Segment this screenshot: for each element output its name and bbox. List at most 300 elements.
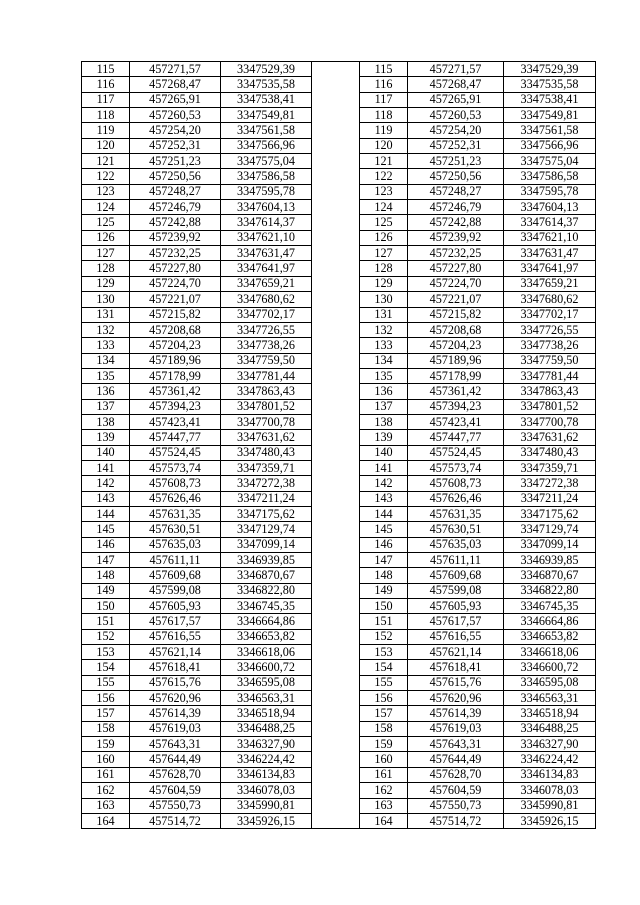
right-x-coordinate-cell: 457423,41 — [408, 414, 504, 429]
left-point-number-cell: 148 — [82, 568, 130, 583]
left-y-coordinate-cell: 3346224,42 — [221, 752, 312, 767]
right-x-coordinate-cell: 457604,59 — [408, 783, 504, 798]
left-x-coordinate-cell: 457239,92 — [130, 230, 221, 245]
left-point-number-cell: 145 — [82, 522, 130, 537]
right-y-coordinate-cell: 3347680,62 — [504, 292, 596, 307]
left-point-number-cell: 154 — [82, 660, 130, 675]
right-x-coordinate-cell: 457609,68 — [408, 568, 504, 583]
table-row — [82, 506, 596, 521]
right-point-number-cell: 130 — [360, 292, 408, 307]
right-y-coordinate-cell: 3346488,25 — [504, 721, 596, 736]
left-x-coordinate-cell: 457221,07 — [130, 292, 221, 307]
left-x-coordinate-cell: 457248,27 — [130, 184, 221, 199]
right-y-coordinate-cell: 3347702,17 — [504, 307, 596, 322]
empty-cell — [312, 752, 360, 767]
left-x-coordinate-cell: 457628,70 — [130, 767, 221, 782]
right-point-number-cell: 143 — [360, 491, 408, 506]
table-row — [82, 491, 596, 506]
right-x-coordinate-cell: 457524,45 — [408, 445, 504, 460]
left-x-coordinate-cell: 457423,41 — [130, 414, 221, 429]
left-point-number-cell: 126 — [82, 230, 130, 245]
table-row — [82, 414, 596, 429]
right-y-coordinate-cell: 3347700,78 — [504, 414, 596, 429]
left-point-number-cell: 127 — [82, 246, 130, 261]
left-y-coordinate-cell: 3347631,47 — [221, 246, 312, 261]
empty-cell — [312, 276, 360, 291]
right-y-coordinate-cell: 3347738,26 — [504, 338, 596, 353]
left-x-coordinate-cell: 457608,73 — [130, 476, 221, 491]
right-y-coordinate-cell: 3347621,10 — [504, 230, 596, 245]
right-y-coordinate-cell: 3346327,90 — [504, 737, 596, 752]
empty-cell — [312, 445, 360, 460]
right-y-coordinate-cell: 3347595,78 — [504, 184, 596, 199]
right-x-coordinate-cell: 457626,46 — [408, 491, 504, 506]
right-y-coordinate-cell: 3347641,97 — [504, 261, 596, 276]
left-point-number-cell: 149 — [82, 583, 130, 598]
left-y-coordinate-cell: 3347566,96 — [221, 138, 312, 153]
table-row — [82, 246, 596, 261]
right-y-coordinate-cell: 3347561,58 — [504, 123, 596, 138]
right-x-coordinate-cell: 457573,74 — [408, 460, 504, 475]
left-point-number-cell: 159 — [82, 737, 130, 752]
empty-cell — [312, 384, 360, 399]
table-row — [82, 338, 596, 353]
empty-cell — [312, 200, 360, 215]
left-x-coordinate-cell: 457615,76 — [130, 675, 221, 690]
right-point-number-cell: 127 — [360, 246, 408, 261]
right-point-number-cell: 126 — [360, 230, 408, 245]
right-y-coordinate-cell: 3346822,80 — [504, 583, 596, 598]
left-y-coordinate-cell: 3347641,97 — [221, 261, 312, 276]
empty-cell — [312, 368, 360, 383]
right-y-coordinate-cell: 3347549,81 — [504, 108, 596, 123]
right-x-coordinate-cell: 457361,42 — [408, 384, 504, 399]
table-row — [82, 599, 596, 614]
left-point-number-cell: 163 — [82, 798, 130, 813]
right-x-coordinate-cell: 457178,99 — [408, 368, 504, 383]
table-row — [82, 123, 596, 138]
right-point-number-cell: 115 — [360, 62, 408, 77]
right-x-coordinate-cell: 457189,96 — [408, 353, 504, 368]
table-row — [82, 108, 596, 123]
right-point-number-cell: 122 — [360, 169, 408, 184]
right-x-coordinate-cell: 457221,07 — [408, 292, 504, 307]
left-point-number-cell: 160 — [82, 752, 130, 767]
left-y-coordinate-cell: 3347129,74 — [221, 522, 312, 537]
right-y-coordinate-cell: 3346134,83 — [504, 767, 596, 782]
left-y-coordinate-cell: 3346595,08 — [221, 675, 312, 690]
right-point-number-cell: 160 — [360, 752, 408, 767]
left-point-number-cell: 158 — [82, 721, 130, 736]
left-x-coordinate-cell: 457619,03 — [130, 721, 221, 736]
left-point-number-cell: 130 — [82, 292, 130, 307]
empty-cell — [312, 399, 360, 414]
empty-cell — [312, 798, 360, 813]
left-x-coordinate-cell: 457514,72 — [130, 813, 221, 828]
empty-cell — [312, 184, 360, 199]
table-row — [82, 384, 596, 399]
left-point-number-cell: 156 — [82, 691, 130, 706]
right-y-coordinate-cell: 3346618,06 — [504, 645, 596, 660]
right-y-coordinate-cell: 3346939,85 — [504, 553, 596, 568]
right-x-coordinate-cell: 457644,49 — [408, 752, 504, 767]
right-y-coordinate-cell: 3347566,96 — [504, 138, 596, 153]
left-y-coordinate-cell: 3347480,43 — [221, 445, 312, 460]
left-y-coordinate-cell: 3347801,52 — [221, 399, 312, 414]
right-x-coordinate-cell: 457246,79 — [408, 200, 504, 215]
table-row — [82, 230, 596, 245]
right-x-coordinate-cell: 457215,82 — [408, 307, 504, 322]
empty-cell — [312, 568, 360, 583]
empty-cell — [312, 599, 360, 614]
right-x-coordinate-cell: 457630,51 — [408, 522, 504, 537]
right-x-coordinate-cell: 457271,57 — [408, 62, 504, 77]
table-row — [82, 568, 596, 583]
left-y-coordinate-cell: 3346618,06 — [221, 645, 312, 660]
empty-cell — [312, 353, 360, 368]
table-row — [82, 200, 596, 215]
empty-cell — [312, 706, 360, 721]
left-point-number-cell: 124 — [82, 200, 130, 215]
left-y-coordinate-cell: 3347781,44 — [221, 368, 312, 383]
left-point-number-cell: 134 — [82, 353, 130, 368]
table-row — [82, 261, 596, 276]
left-x-coordinate-cell: 457614,39 — [130, 706, 221, 721]
right-y-coordinate-cell: 3347359,71 — [504, 460, 596, 475]
empty-cell — [312, 553, 360, 568]
left-x-coordinate-cell: 457260,53 — [130, 108, 221, 123]
right-y-coordinate-cell: 3347759,50 — [504, 353, 596, 368]
table-row — [82, 614, 596, 629]
left-point-number-cell: 119 — [82, 123, 130, 138]
table-row — [82, 767, 596, 782]
right-point-number-cell: 133 — [360, 338, 408, 353]
left-x-coordinate-cell: 457232,25 — [130, 246, 221, 261]
left-point-number-cell: 157 — [82, 706, 130, 721]
left-y-coordinate-cell: 3347538,41 — [221, 92, 312, 107]
table-row — [82, 721, 596, 736]
right-x-coordinate-cell: 457248,27 — [408, 184, 504, 199]
empty-cell — [312, 691, 360, 706]
table-row — [82, 353, 596, 368]
empty-cell — [312, 506, 360, 521]
left-point-number-cell: 151 — [82, 614, 130, 629]
right-y-coordinate-cell: 3346745,35 — [504, 599, 596, 614]
left-point-number-cell: 121 — [82, 154, 130, 169]
right-x-coordinate-cell: 457611,11 — [408, 553, 504, 568]
left-x-coordinate-cell: 457611,11 — [130, 553, 221, 568]
left-y-coordinate-cell: 3346518,94 — [221, 706, 312, 721]
empty-cell — [312, 675, 360, 690]
right-x-coordinate-cell: 457550,73 — [408, 798, 504, 813]
table-row — [82, 583, 596, 598]
right-y-coordinate-cell: 3346078,03 — [504, 783, 596, 798]
left-point-number-cell: 115 — [82, 62, 130, 77]
empty-cell — [312, 629, 360, 644]
left-y-coordinate-cell: 3347680,62 — [221, 292, 312, 307]
empty-cell — [312, 261, 360, 276]
left-y-coordinate-cell: 3346870,67 — [221, 568, 312, 583]
left-y-coordinate-cell: 3346745,35 — [221, 599, 312, 614]
left-y-coordinate-cell: 3347549,81 — [221, 108, 312, 123]
left-point-number-cell: 144 — [82, 506, 130, 521]
left-y-coordinate-cell: 3346078,03 — [221, 783, 312, 798]
left-y-coordinate-cell: 3346653,82 — [221, 629, 312, 644]
left-point-number-cell: 155 — [82, 675, 130, 690]
empty-cell — [312, 123, 360, 138]
left-y-coordinate-cell: 3347211,24 — [221, 491, 312, 506]
left-x-coordinate-cell: 457242,88 — [130, 215, 221, 230]
right-y-coordinate-cell: 3346653,82 — [504, 629, 596, 644]
right-point-number-cell: 162 — [360, 783, 408, 798]
right-x-coordinate-cell: 457628,70 — [408, 767, 504, 782]
left-y-coordinate-cell: 3347359,71 — [221, 460, 312, 475]
table-row — [82, 184, 596, 199]
left-y-coordinate-cell: 3347575,04 — [221, 154, 312, 169]
table-row — [82, 460, 596, 475]
left-x-coordinate-cell: 457215,82 — [130, 307, 221, 322]
right-x-coordinate-cell: 457615,76 — [408, 675, 504, 690]
empty-cell — [312, 430, 360, 445]
right-point-number-cell: 117 — [360, 92, 408, 107]
empty-cell — [312, 614, 360, 629]
empty-cell — [312, 813, 360, 828]
table-row — [82, 445, 596, 460]
right-x-coordinate-cell: 457254,20 — [408, 123, 504, 138]
right-x-coordinate-cell: 457268,47 — [408, 77, 504, 92]
left-x-coordinate-cell: 457227,80 — [130, 261, 221, 276]
left-x-coordinate-cell: 457644,49 — [130, 752, 221, 767]
left-y-coordinate-cell: 3347099,14 — [221, 537, 312, 552]
right-x-coordinate-cell: 457608,73 — [408, 476, 504, 491]
right-point-number-cell: 144 — [360, 506, 408, 521]
left-point-number-cell: 116 — [82, 77, 130, 92]
table-row — [82, 322, 596, 337]
table-row — [82, 783, 596, 798]
right-x-coordinate-cell: 457599,08 — [408, 583, 504, 598]
table-row — [82, 522, 596, 537]
right-y-coordinate-cell: 3347631,47 — [504, 246, 596, 261]
left-y-coordinate-cell: 3346600,72 — [221, 660, 312, 675]
left-point-number-cell: 123 — [82, 184, 130, 199]
right-x-coordinate-cell: 457204,23 — [408, 338, 504, 353]
empty-cell — [312, 737, 360, 752]
right-y-coordinate-cell: 3346595,08 — [504, 675, 596, 690]
left-x-coordinate-cell: 457621,14 — [130, 645, 221, 660]
empty-cell — [312, 292, 360, 307]
right-x-coordinate-cell: 457447,77 — [408, 430, 504, 445]
empty-cell — [312, 660, 360, 675]
empty-cell — [312, 767, 360, 782]
left-x-coordinate-cell: 457251,23 — [130, 154, 221, 169]
left-x-coordinate-cell: 457618,41 — [130, 660, 221, 675]
table-row — [82, 276, 596, 291]
coordinate-table — [81, 61, 596, 829]
left-x-coordinate-cell: 457631,35 — [130, 506, 221, 521]
right-point-number-cell: 151 — [360, 614, 408, 629]
right-y-coordinate-cell: 3347631,62 — [504, 430, 596, 445]
left-point-number-cell: 142 — [82, 476, 130, 491]
empty-cell — [312, 522, 360, 537]
right-y-coordinate-cell: 3347614,37 — [504, 215, 596, 230]
left-y-coordinate-cell: 3347621,10 — [221, 230, 312, 245]
right-point-number-cell: 161 — [360, 767, 408, 782]
right-y-coordinate-cell: 3347604,13 — [504, 200, 596, 215]
table-row — [82, 77, 596, 92]
right-x-coordinate-cell: 457616,55 — [408, 629, 504, 644]
table-row — [82, 675, 596, 690]
empty-cell — [312, 77, 360, 92]
empty-cell — [312, 108, 360, 123]
right-x-coordinate-cell: 457252,31 — [408, 138, 504, 153]
right-point-number-cell: 139 — [360, 430, 408, 445]
left-y-coordinate-cell: 3347586,58 — [221, 169, 312, 184]
left-point-number-cell: 140 — [82, 445, 130, 460]
left-point-number-cell: 129 — [82, 276, 130, 291]
right-point-number-cell: 153 — [360, 645, 408, 660]
right-point-number-cell: 118 — [360, 108, 408, 123]
left-point-number-cell: 141 — [82, 460, 130, 475]
right-point-number-cell: 141 — [360, 460, 408, 475]
empty-cell — [312, 537, 360, 552]
left-x-coordinate-cell: 457643,31 — [130, 737, 221, 752]
right-point-number-cell: 146 — [360, 537, 408, 552]
left-y-coordinate-cell: 3347561,58 — [221, 123, 312, 138]
right-point-number-cell: 158 — [360, 721, 408, 736]
left-x-coordinate-cell: 457609,68 — [130, 568, 221, 583]
left-x-coordinate-cell: 457616,55 — [130, 629, 221, 644]
right-point-number-cell: 145 — [360, 522, 408, 537]
right-x-coordinate-cell: 457208,68 — [408, 322, 504, 337]
empty-cell — [312, 583, 360, 598]
table-row — [82, 92, 596, 107]
left-x-coordinate-cell: 457250,56 — [130, 169, 221, 184]
right-point-number-cell: 157 — [360, 706, 408, 721]
right-point-number-cell: 163 — [360, 798, 408, 813]
right-point-number-cell: 148 — [360, 568, 408, 583]
right-point-number-cell: 131 — [360, 307, 408, 322]
left-point-number-cell: 131 — [82, 307, 130, 322]
right-x-coordinate-cell: 457232,25 — [408, 246, 504, 261]
right-y-coordinate-cell: 3347586,58 — [504, 169, 596, 184]
empty-cell — [312, 230, 360, 245]
right-x-coordinate-cell: 457227,80 — [408, 261, 504, 276]
right-y-coordinate-cell: 3347211,24 — [504, 491, 596, 506]
left-x-coordinate-cell: 457246,79 — [130, 200, 221, 215]
left-y-coordinate-cell: 3347659,21 — [221, 276, 312, 291]
right-y-coordinate-cell: 3347272,38 — [504, 476, 596, 491]
right-point-number-cell: 164 — [360, 813, 408, 828]
empty-cell — [312, 169, 360, 184]
left-y-coordinate-cell: 3347631,62 — [221, 430, 312, 445]
right-x-coordinate-cell: 457619,03 — [408, 721, 504, 736]
left-y-coordinate-cell: 3346822,80 — [221, 583, 312, 598]
left-x-coordinate-cell: 457626,46 — [130, 491, 221, 506]
left-point-number-cell: 161 — [82, 767, 130, 782]
left-x-coordinate-cell: 457268,47 — [130, 77, 221, 92]
empty-cell — [312, 215, 360, 230]
right-point-number-cell: 120 — [360, 138, 408, 153]
left-point-number-cell: 136 — [82, 384, 130, 399]
right-point-number-cell: 156 — [360, 691, 408, 706]
right-y-coordinate-cell: 3347535,58 — [504, 77, 596, 92]
left-x-coordinate-cell: 457252,31 — [130, 138, 221, 153]
left-x-coordinate-cell: 457254,20 — [130, 123, 221, 138]
left-x-coordinate-cell: 457447,77 — [130, 430, 221, 445]
right-y-coordinate-cell: 3347129,74 — [504, 522, 596, 537]
left-x-coordinate-cell: 457265,91 — [130, 92, 221, 107]
left-y-coordinate-cell: 3346327,90 — [221, 737, 312, 752]
right-x-coordinate-cell: 457224,70 — [408, 276, 504, 291]
table-row — [82, 660, 596, 675]
right-point-number-cell: 119 — [360, 123, 408, 138]
empty-cell — [312, 62, 360, 77]
right-point-number-cell: 125 — [360, 215, 408, 230]
left-y-coordinate-cell: 3347529,39 — [221, 62, 312, 77]
left-y-coordinate-cell: 3345990,81 — [221, 798, 312, 813]
right-y-coordinate-cell: 3346664,86 — [504, 614, 596, 629]
left-y-coordinate-cell: 3346664,86 — [221, 614, 312, 629]
right-point-number-cell: 129 — [360, 276, 408, 291]
left-y-coordinate-cell: 3347595,78 — [221, 184, 312, 199]
left-y-coordinate-cell: 3346488,25 — [221, 721, 312, 736]
table-row — [82, 706, 596, 721]
left-x-coordinate-cell: 457604,59 — [130, 783, 221, 798]
right-point-number-cell: 150 — [360, 599, 408, 614]
left-y-coordinate-cell: 3345926,15 — [221, 813, 312, 828]
right-x-coordinate-cell: 457620,96 — [408, 691, 504, 706]
right-y-coordinate-cell: 3346563,31 — [504, 691, 596, 706]
right-x-coordinate-cell: 457394,23 — [408, 399, 504, 414]
right-point-number-cell: 149 — [360, 583, 408, 598]
left-y-coordinate-cell: 3347604,13 — [221, 200, 312, 215]
table-row — [82, 169, 596, 184]
left-y-coordinate-cell: 3347175,62 — [221, 506, 312, 521]
left-x-coordinate-cell: 457635,03 — [130, 537, 221, 552]
table-row — [82, 292, 596, 307]
left-y-coordinate-cell: 3346563,31 — [221, 691, 312, 706]
empty-cell — [312, 783, 360, 798]
table-row — [82, 307, 596, 322]
right-y-coordinate-cell: 3347726,55 — [504, 322, 596, 337]
right-point-number-cell: 135 — [360, 368, 408, 383]
right-y-coordinate-cell: 3347659,21 — [504, 276, 596, 291]
left-y-coordinate-cell: 3347863,43 — [221, 384, 312, 399]
left-point-number-cell: 143 — [82, 491, 130, 506]
empty-cell — [312, 322, 360, 337]
table-row — [82, 813, 596, 828]
left-x-coordinate-cell: 457620,96 — [130, 691, 221, 706]
table-row — [82, 737, 596, 752]
left-point-number-cell: 139 — [82, 430, 130, 445]
table-row — [82, 553, 596, 568]
empty-cell — [312, 138, 360, 153]
empty-cell — [312, 460, 360, 475]
left-point-number-cell: 162 — [82, 783, 130, 798]
right-y-coordinate-cell: 3347480,43 — [504, 445, 596, 460]
right-point-number-cell: 154 — [360, 660, 408, 675]
right-point-number-cell: 116 — [360, 77, 408, 92]
right-point-number-cell: 137 — [360, 399, 408, 414]
left-x-coordinate-cell: 457394,23 — [130, 399, 221, 414]
empty-cell — [312, 721, 360, 736]
left-y-coordinate-cell: 3347738,26 — [221, 338, 312, 353]
table-row — [82, 430, 596, 445]
left-y-coordinate-cell: 3347700,78 — [221, 414, 312, 429]
left-y-coordinate-cell: 3347702,17 — [221, 307, 312, 322]
right-x-coordinate-cell: 457514,72 — [408, 813, 504, 828]
coordinate-table-body — [82, 62, 596, 829]
